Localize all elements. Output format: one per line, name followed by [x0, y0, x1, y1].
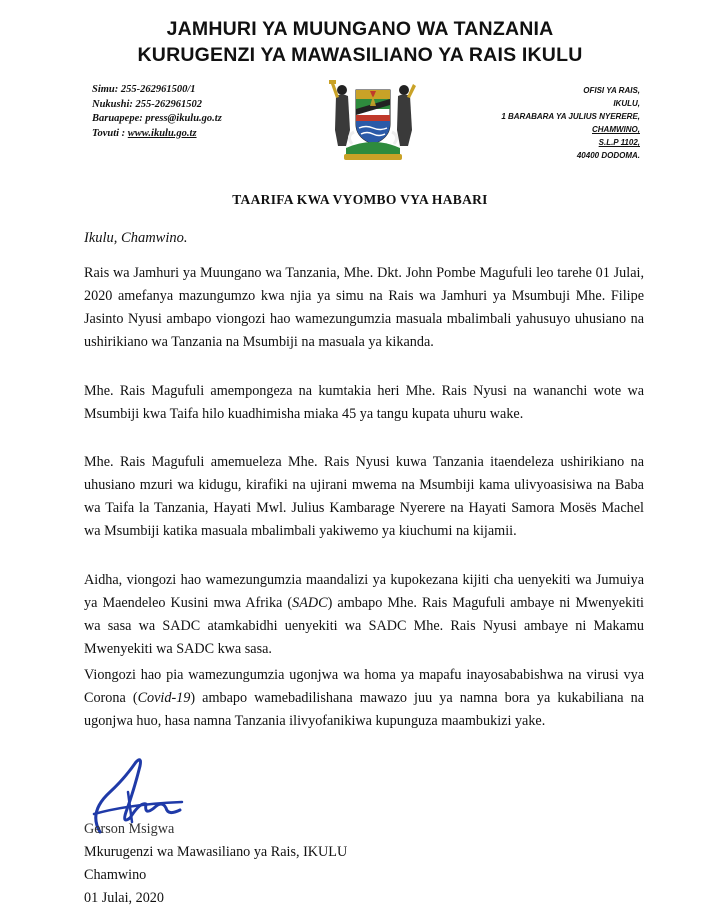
header-title-line2: KURUGENZI YA MAWASILIANO YA RAIS IKULU: [137, 44, 583, 66]
paragraph-4-abbrev: SADC: [292, 595, 328, 611]
contact-website-row: [92, 127, 222, 142]
dateline: Ikulu, Chamwino.: [84, 230, 188, 246]
emblem-left-figure: [329, 80, 350, 146]
contact-website-label: Tovuti :: [92, 127, 128, 139]
paragraph-5-abbrev: Covid-19: [137, 690, 191, 706]
contact-block: [92, 83, 222, 141]
signer-date: 01 Julai, 2020: [84, 890, 164, 906]
address-line: 40400 DODOMA.: [576, 151, 640, 160]
paragraph-4-after: ) ambapo Mhe. Rais Magufuli ambaye ni Mwenyekiti wa sasa wa SADC atamkabidhi uenyekiti wa SADC Mhe. Rais Nyusi ambaye ni Makamu Mwenyekiti wa SADC kwa sasa.: [84, 595, 644, 657]
contact-phone: Simu: 255-262961500/1: [92, 84, 196, 95]
paragraph-2: Mhe. Rais Magufuli amempongeza na kumtakia heri Mhe. Rais Nyusi na wananchi wote wa Msumbiji kwa Taifa hilo kuadhimisha miaka 45 ya tangu kupata uhuru wake.: [84, 383, 644, 422]
contact-email: Baruapepe: press@ikulu.go.tz: [92, 113, 222, 124]
address-line: 1 BARABARA YA JULIUS NYERERE,: [501, 112, 640, 121]
contact-website-link[interactable]: www.ikulu.go.tz: [127, 127, 197, 139]
paragraph-5: [84, 664, 644, 733]
emblem-shield: [356, 90, 390, 144]
paragraph-5-after: ) ambapo wamebadilishana mawazo juu ya namna bora ya kukabiliana na ugonjwa huo, hasa namna Tanzania ilivyofanikiwa kupunguza maambukizi yake.: [84, 690, 644, 729]
coat-of-arms-icon: [326, 78, 420, 162]
paragraph-5-before: Viongozi hao pia wamezungumzia ugonjwa wa homa ya mapafu inayosababishwa na virusi vya Corona (: [84, 667, 644, 706]
signer-name: Gerson Msigwa: [84, 821, 175, 837]
address-line: IKULU,: [613, 99, 640, 108]
paragraph-4-before: Aidha, viongozi hao wamezungumzia maandalizi ya kupokezana kijiti cha uenyekiti wa Jumuiya ya Maendeleo Kusini mwa Afrika (: [84, 572, 644, 611]
address-block: [501, 84, 640, 162]
paragraph-1: Rais wa Jamhuri ya Muungano wa Tanzania, Mhe. Dkt. John Pombe Magufuli leo tarehe 01 Julai, 2020 amefanya mazungumzo kwa njia ya simu na Rais wa Jamhuri ya Msumbuji Mhe. Filipe Jasinto Nyusi ambapo viongozi hao wamezungumzia masuala mbalimbali yahusuyo uhusiano na ushirikiano wa Tanzania na Msumbiji na masuala ya kikanda.: [84, 265, 644, 350]
contact-fax: Nukushi: 255-262961502: [92, 98, 202, 110]
paragraph-3: Mhe. Rais Magufuli amemueleza Mhe. Rais Nyusi kuwa Tanzania itaendeleza ushirikiano na uhusiano mzuri wa kidugu, kirafiki na ujirani mwema na Msumbiji kama ulivyoasisiwa na Baba wa Taifa la Tanzania, Hayati Mwl. Julius Kambarage Nyerere na Hayati Samora Mosës Machel wa Msumbiji katika masuala mbalimbali yakiwemo ya kiuchumi na kijamii.: [84, 454, 644, 539]
signer-title: Mkurugenzi wa Mawasiliano ya Rais, IKULU: [84, 844, 348, 860]
emblem-right-figure: [397, 84, 416, 146]
address-line: S.L.P 1102,: [598, 138, 640, 147]
document-heading: TAARIFA KWA VYOMBO VYA HABARI: [232, 192, 488, 207]
signoff-block: [84, 818, 347, 910]
signer-place: Chamwino: [84, 867, 147, 883]
address-line: CHAMWINO,: [592, 125, 640, 134]
address-line: OFISI YA RAIS,: [583, 86, 640, 95]
paragraph-4: [84, 569, 644, 661]
header-title-line1: JAMHURI YA MUUNGANO WA TANZANIA: [166, 18, 554, 40]
